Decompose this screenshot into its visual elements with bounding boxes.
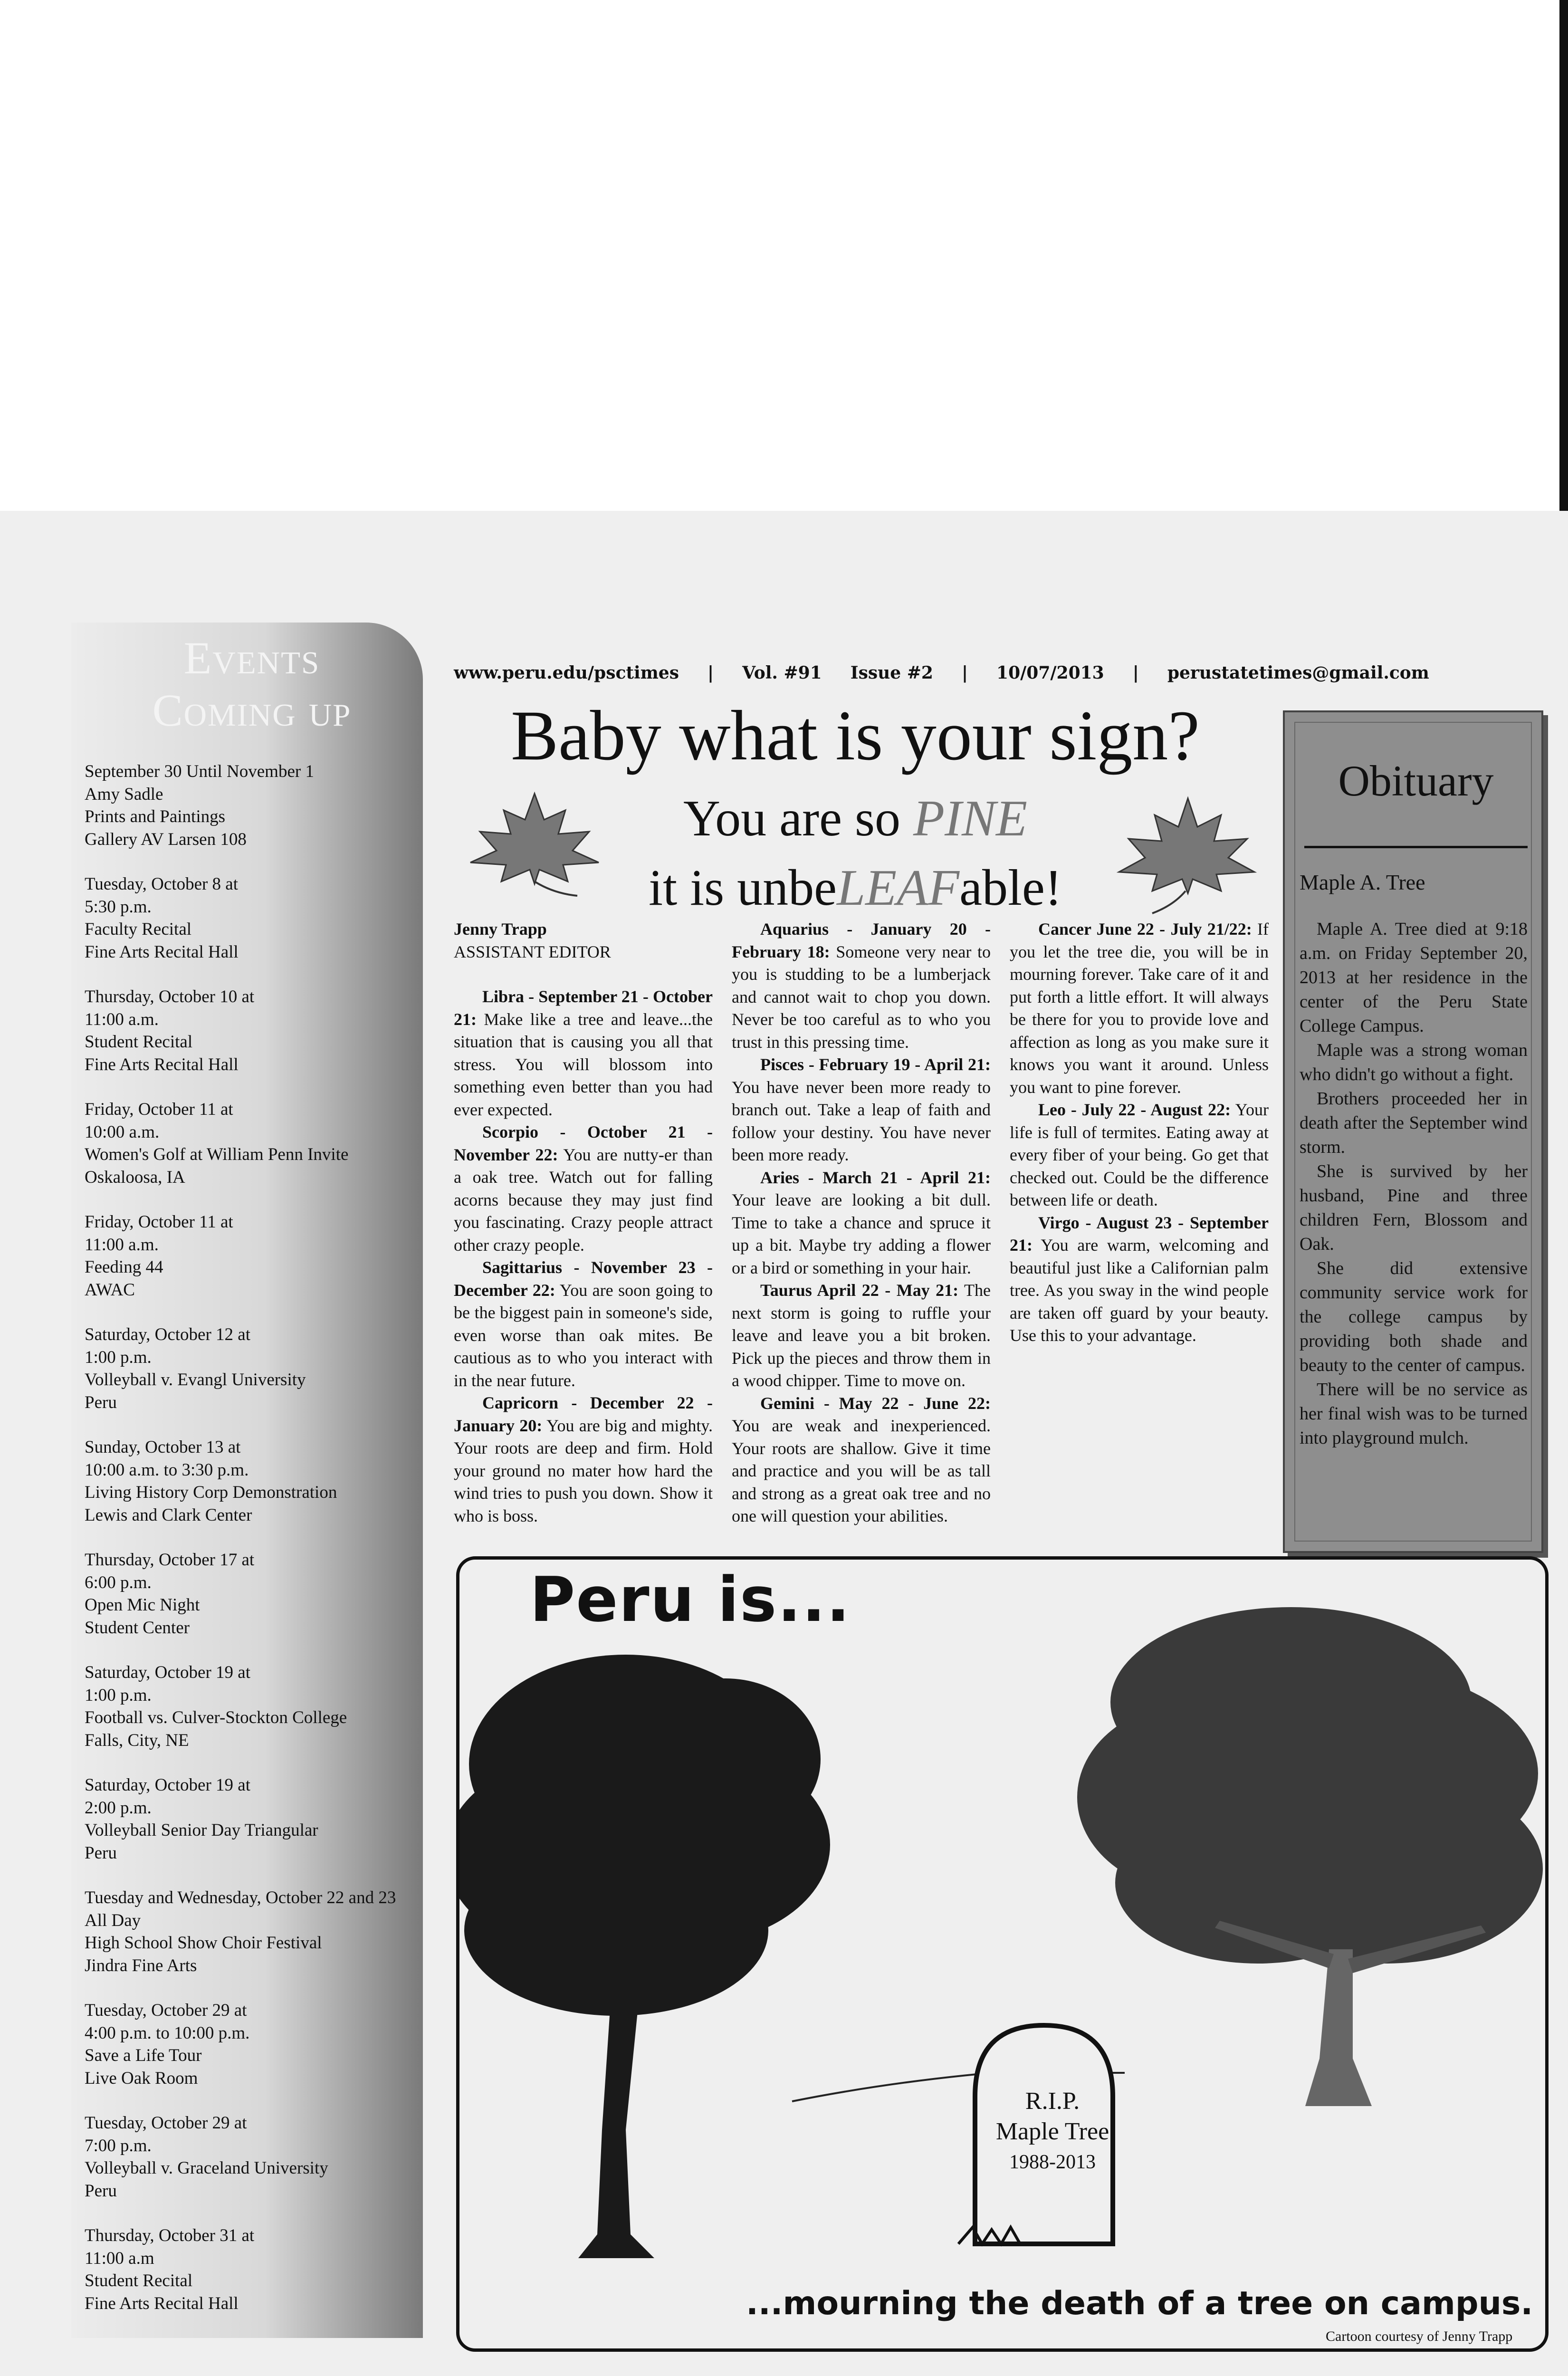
event-line: Falls, City, NE xyxy=(85,1730,189,1750)
event-line: Live Oak Room xyxy=(85,2068,198,2088)
event-line: Peru xyxy=(85,2181,117,2201)
horoscope-sign: Gemini - May 22 - June 22: xyxy=(760,1393,991,1413)
masthead-separator: | xyxy=(1132,663,1139,683)
obituary-paragraph: She is survived by her husband, Pine and three children Fern, Blossom and Oak. xyxy=(1300,1161,1528,1254)
events-list xyxy=(85,760,417,2337)
event-line: Women's Golf at William Penn Invite xyxy=(85,1145,349,1164)
event-line: 7:00 p.m. xyxy=(85,2136,152,2156)
tombstone-line: R.I.P. xyxy=(1025,2088,1080,2115)
subhead-text: You are so xyxy=(683,790,914,847)
event-line: Feeding 44 xyxy=(85,1257,163,1277)
horoscope-entry xyxy=(1010,1212,1269,1347)
maple-leaf-icon xyxy=(1107,789,1259,917)
event-item xyxy=(85,1323,417,1414)
horoscope-text: You are weak and inexperienced. Your roots are shallow. Give it time and practice and you will be as tall and strong as a great oak tree and no one will question your abilities. xyxy=(732,1416,991,1525)
horoscope-text: You have never been more ready to branch out. Take a leap of faith and follow your destiny. You have never been more ready. xyxy=(732,1077,991,1164)
horoscope-text: The next storm is going to ruffle your leave and leave you a bit broken. Pick up the pieces and throw them in a wood chipper. Time to move on. xyxy=(732,1281,991,1390)
article-headline: Baby what is your sign? xyxy=(511,696,1200,775)
event-line: 10:00 a.m. to 3:30 p.m. xyxy=(85,1460,249,1480)
left-tree xyxy=(459,1655,830,2258)
article-author: Jenny Trapp xyxy=(454,920,547,939)
horoscope-entry xyxy=(732,1167,991,1280)
horoscope-text: Your leave are looking a bit dull. Time to take a chance and spruce it up a bit. Maybe try adding a flower or a bird or something in your hair. xyxy=(732,1190,991,1277)
event-line: Amy Sadle xyxy=(85,784,163,804)
horoscope-text: Someone very near to you is studding to be a lumberjack and cannot wait to chop you down. Never be too careful as to who you trust in this pressing time. xyxy=(732,942,991,1052)
event-line: Peru xyxy=(85,1843,117,1863)
event-line: Volleyball v. Evangl University xyxy=(85,1370,306,1389)
event-item xyxy=(85,1098,417,1188)
horoscope-sign: Virgo - August 23 - September 21: xyxy=(1010,1213,1269,1255)
event-line: Tuesday, October 8 at xyxy=(85,874,239,894)
event-line: 5:30 p.m. xyxy=(85,897,152,917)
horoscope-entry xyxy=(732,1279,991,1392)
event-line: Peru xyxy=(85,1392,117,1412)
cartoon-title: Peru is... xyxy=(530,1563,851,1636)
event-line: Gallery AV Larsen 108 xyxy=(85,829,247,849)
subhead-pun: PINE xyxy=(913,790,1027,847)
horoscope-sign: Libra - September 21 - October 21: xyxy=(454,987,713,1029)
horoscope-text: You are soon going to be the biggest pain in someone's side, even worse than oak mites. Be cautious as to who you interact with in the near future. xyxy=(454,1280,713,1390)
event-line: Volleyball v. Graceland University xyxy=(85,2158,328,2178)
horoscope-entry xyxy=(732,1392,991,1528)
event-line: Prints and Paintings xyxy=(85,807,226,826)
horoscope-entry xyxy=(454,1256,713,1392)
masthead-email[interactable]: perustatetimes@gmail.com xyxy=(1167,663,1429,683)
tombstone-line: Maple Tree xyxy=(995,2118,1109,2145)
event-item xyxy=(85,986,417,1076)
cartoon-credit: Cartoon courtesy of Jenny Trapp xyxy=(1326,2328,1513,2344)
event-line: Fine Arts Recital Hall xyxy=(85,942,239,962)
event-line: Fine Arts Recital Hall xyxy=(85,1054,239,1074)
tombstone-text xyxy=(965,2086,1140,2177)
horoscope-sign: Cancer June 22 - July 21/22: xyxy=(1038,920,1252,939)
masthead-volume: Vol. #91 xyxy=(742,663,822,683)
horoscope-sign: Capricorn - December 22 - January 20: xyxy=(454,1393,713,1435)
event-line: Oskaloosa, IA xyxy=(85,1167,185,1187)
obituary-paragraph: She did extensive community service work for the college campus by providing both shade and beauty to the center of campus. xyxy=(1300,1258,1528,1375)
obituary-paragraph: There will be no service as her final wish was to be turned into playground mulch. xyxy=(1300,1380,1528,1448)
event-line: Student Recital xyxy=(85,1032,193,1052)
cartoon-panel xyxy=(456,1556,1549,2352)
event-line: Volleyball Senior Day Triangular xyxy=(85,1820,318,1840)
event-line: Football vs. Culver-Stockton College xyxy=(85,1708,347,1727)
horoscope-entry xyxy=(454,986,713,1121)
event-line: 11:00 a.m xyxy=(85,2248,154,2268)
horoscope-sign: Aquarius - January 20 - February 18: xyxy=(732,920,991,961)
event-line: 4:00 p.m. to 10:00 p.m. xyxy=(85,2023,250,2043)
events-title xyxy=(109,632,394,737)
horoscope-sign: Taurus April 22 - May 21: xyxy=(760,1281,959,1300)
masthead-date: 10/07/2013 xyxy=(996,663,1104,683)
horoscope-sign: Scorpio - October 21 - November 22: xyxy=(454,1122,713,1164)
event-line: Friday, October 11 at xyxy=(85,1100,233,1119)
event-item xyxy=(85,873,417,963)
subhead-pun: LEAF xyxy=(837,859,960,916)
horoscope-sign: Pisces - February 19 - April 21: xyxy=(760,1055,991,1074)
article-subhead xyxy=(561,784,1150,923)
masthead-url[interactable]: www.peru.edu/psctimes xyxy=(454,663,679,683)
horoscope-text: Your life is full of termites. Eating away at every fiber of your being. Go get that checked out. Could be the difference between life or death. xyxy=(1010,1100,1269,1209)
event-line: Saturday, October 19 at xyxy=(85,1663,250,1682)
article-author-title: ASSISTANT EDITOR xyxy=(454,942,611,961)
horoscope-entry xyxy=(454,1392,713,1527)
event-line: All Day xyxy=(85,1910,141,1930)
event-line: AWAC xyxy=(85,1280,135,1300)
event-line: Save a Life Tour xyxy=(85,2046,202,2065)
event-line: Student Center xyxy=(85,1618,190,1638)
event-item xyxy=(85,1774,417,1864)
event-line: High School Show Choir Festival xyxy=(85,1933,322,1953)
event-line: 1:00 p.m. xyxy=(85,1685,152,1705)
event-line: Saturday, October 12 at xyxy=(85,1325,250,1344)
event-line: Lewis and Clark Center xyxy=(85,1505,252,1525)
event-line: Student Recital xyxy=(85,2271,193,2290)
event-line: 11:00 a.m. xyxy=(85,1009,159,1029)
event-item xyxy=(85,1887,417,1977)
event-line: Tuesday and Wednesday, October 22 and 23 xyxy=(85,1888,396,1907)
article-column-3 xyxy=(1010,918,1269,1347)
obituary-title: Obituary xyxy=(1338,757,1494,805)
masthead-issue: Issue #2 xyxy=(850,663,933,683)
event-line: Friday, October 11 at xyxy=(85,1212,233,1232)
obituary-paragraph: Maple was a strong woman who didn't go without a fight. xyxy=(1300,1040,1528,1084)
horoscope-entry xyxy=(732,1054,991,1167)
subhead-text: able! xyxy=(959,859,1062,916)
obituary-paragraph: Maple A. Tree died at 9:18 a.m. on Friday September 20, 2013 at her residence in the center of the Peru State College Campus. xyxy=(1300,919,1528,1036)
events-title-line2: Coming up xyxy=(152,685,352,736)
horoscope-entry xyxy=(1010,1099,1269,1212)
horoscope-text: If you let the tree die, you will be in mourning forever. Take care of it and put forth a little effort. It will always be there for you to provide love and affection as long as you make sure it knows you want it around. Unless you want to pine forever. xyxy=(1010,920,1269,1097)
event-line: 2:00 p.m. xyxy=(85,1798,152,1818)
event-item xyxy=(85,2112,417,2202)
horoscope-entry xyxy=(1010,918,1269,1099)
event-item xyxy=(85,1436,417,1526)
masthead-separator: | xyxy=(707,663,714,683)
event-line: Fine Arts Recital Hall xyxy=(85,2293,239,2313)
event-line: Faculty Recital xyxy=(85,920,192,939)
horoscope-entry xyxy=(454,1121,713,1256)
cartoon-caption: ...mourning the death of a tree on campus. xyxy=(746,2285,1533,2322)
event-line: Jindra Fine Arts xyxy=(85,1955,197,1975)
horoscope-text: You are big and mighty. Your roots are deep and firm. Hold your ground no mater how hard the wind tries to push you down. Show it who is boss. xyxy=(454,1416,713,1525)
event-item xyxy=(85,1999,417,2089)
horoscope-entry xyxy=(732,918,991,1054)
event-item xyxy=(85,2224,417,2315)
event-item xyxy=(85,1549,417,1639)
event-item xyxy=(85,760,417,851)
event-line: Thursday, October 17 at xyxy=(85,1550,255,1570)
cartoon-illustration xyxy=(459,1560,1545,2348)
horoscope-sign: Aries - March 21 - April 21: xyxy=(760,1168,991,1187)
event-line: September 30 Until November 1 xyxy=(85,762,314,781)
event-line: Open Mic Night xyxy=(85,1595,200,1615)
event-item xyxy=(85,1211,417,1301)
tombstone-line: 1988-2013 xyxy=(1009,2151,1096,2173)
event-line: Tuesday, October 29 at xyxy=(85,2113,247,2133)
horoscope-text: Make like a tree and leave...the situation that is causing you all that stress. You will blossom into something even better than you had ever expected. xyxy=(454,1009,713,1119)
event-line: 1:00 p.m. xyxy=(85,1347,152,1367)
obituary-paragraph: Brothers proceeded her in death after the September wind storm. xyxy=(1300,1089,1528,1157)
maple-leaf-icon xyxy=(463,784,606,898)
masthead-separator: | xyxy=(961,663,968,683)
event-line: Thursday, October 31 at xyxy=(85,2226,255,2245)
obituary-divider xyxy=(1304,846,1528,848)
masthead xyxy=(454,663,1547,683)
event-line: 10:00 a.m. xyxy=(85,1122,160,1142)
horoscope-sign: Leo - July 22 - August 22: xyxy=(1038,1100,1231,1119)
obituary-body xyxy=(1300,917,1528,1450)
obituary-name: Maple A. Tree xyxy=(1300,870,1425,894)
horoscope-text: You are nutty-er than a oak tree. Watch out for falling acorns because they may just find you fascinating. Crazy people attract other crazy people. xyxy=(454,1145,713,1255)
right-tree xyxy=(1077,1607,1543,2106)
horoscope-text: You are warm, welcoming and beautiful just like a Californian palm tree. As you sway in the wind people are taken off guard by your beauty. Use this to your advantage. xyxy=(1010,1236,1269,1345)
event-line: 6:00 p.m. xyxy=(85,1572,152,1592)
subhead-text: it is unbe xyxy=(649,859,837,916)
article-column-1 xyxy=(454,918,713,1527)
page-edge-bar xyxy=(1559,0,1568,511)
event-line: Living History Corp Demonstration xyxy=(85,1483,337,1502)
article-column-2 xyxy=(732,918,991,1528)
horoscope-sign: Sagittarius - November 23 - December 22: xyxy=(454,1258,713,1300)
event-line: Saturday, October 19 at xyxy=(85,1775,250,1795)
event-line: Tuesday, October 29 at xyxy=(85,2001,247,2020)
event-line: 11:00 a.m. xyxy=(85,1235,159,1255)
event-line: Sunday, October 13 at xyxy=(85,1437,241,1457)
event-item xyxy=(85,1661,417,1752)
event-line: Thursday, October 10 at xyxy=(85,987,255,1006)
events-title-line1: Events xyxy=(183,632,320,683)
